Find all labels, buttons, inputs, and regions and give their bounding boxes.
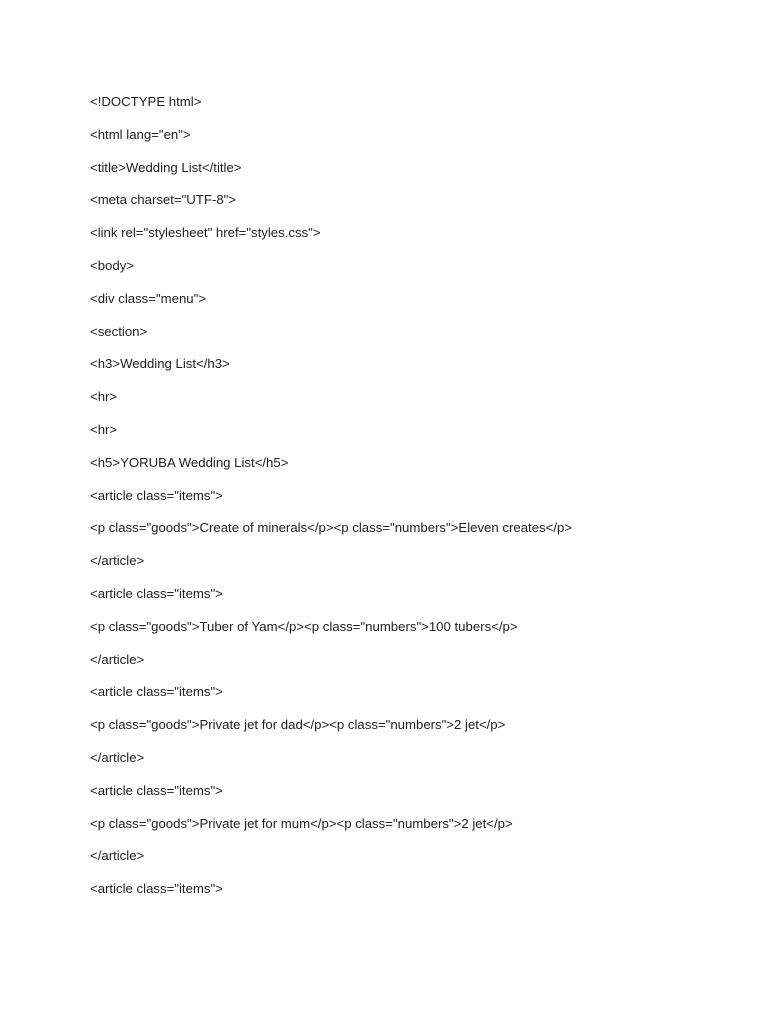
code-line: <html lang="en"> xyxy=(90,126,191,142)
code-line: <p class="goods">Create of minerals</p><p class="numbers">Eleven creates</p> xyxy=(90,520,573,536)
code-line: <article class="items"> xyxy=(90,585,223,601)
code-line: <article class="items"> xyxy=(90,684,223,700)
code-line: <link rel="stylesheet" href="styles.css"> xyxy=(90,225,321,241)
code-line: <h3>Wedding List</h3> xyxy=(90,356,230,372)
code-line: </article> xyxy=(90,749,145,765)
code-line: <div class="menu"> xyxy=(90,290,207,306)
code-listing xyxy=(90,93,572,913)
code-line: <p class="goods">Private jet for mum</p><p class="numbers">2 jet</p> xyxy=(90,815,513,831)
code-line: <p class="goods">Private jet for dad</p><p class="numbers">2 jet</p> xyxy=(90,717,506,733)
code-line: <p class="goods">Tuber of Yam</p><p class="numbers">100 tubers</p> xyxy=(90,618,518,634)
code-line: </article> xyxy=(90,651,145,667)
code-line: <body> xyxy=(90,257,134,273)
code-line: </article> xyxy=(90,848,145,864)
code-line: <hr> xyxy=(90,389,118,405)
code-line: <hr> xyxy=(90,421,118,437)
code-line: <!DOCTYPE html> xyxy=(90,94,202,109)
code-line: <h5>YORUBA Wedding List</h5> xyxy=(90,454,289,470)
code-line: <section> xyxy=(90,323,148,339)
code-line: <article class="items"> xyxy=(90,881,223,897)
code-line: </article> xyxy=(90,553,145,569)
code-line: <article class="items"> xyxy=(90,782,223,798)
code-line: <article class="items"> xyxy=(90,487,223,503)
code-line: <title>Wedding List</title> xyxy=(90,159,242,175)
code-line: <meta charset="UTF-8"> xyxy=(90,192,237,208)
